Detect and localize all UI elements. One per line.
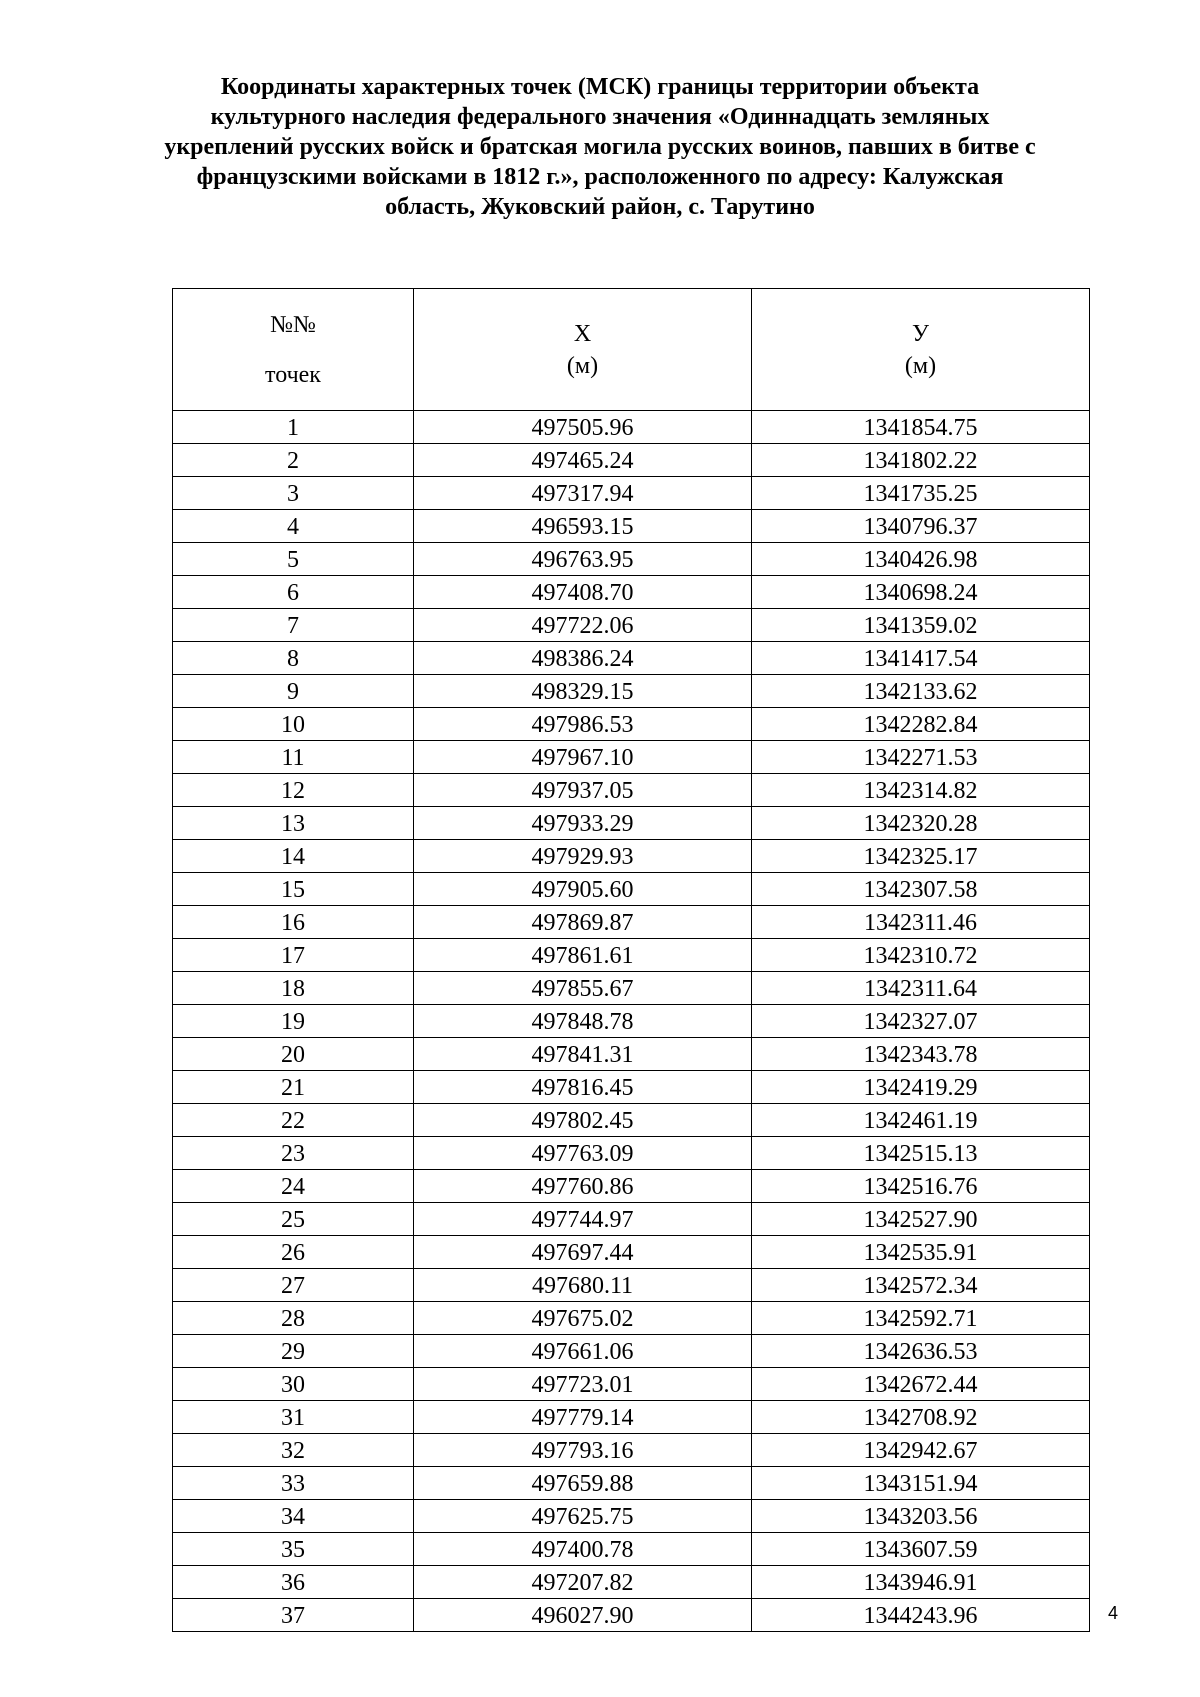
y-coordinate-cell: 1344243.96: [752, 1599, 1090, 1632]
y-coordinate-cell: 1341359.02: [752, 609, 1090, 642]
title-line: французскими войсками в 1812 г.», расположенного по адресу: Калужская: [196, 164, 1004, 190]
point-number-cell: 20: [173, 1038, 414, 1071]
point-number-cell: 23: [173, 1137, 414, 1170]
table-row: [173, 642, 1090, 675]
x-coordinate-cell: 496027.90: [414, 1599, 752, 1632]
table-row: [173, 1203, 1090, 1236]
x-coordinate-cell: 497967.10: [414, 741, 752, 774]
x-coordinate-cell: 497680.11: [414, 1269, 752, 1302]
x-coordinate-cell: 497763.09: [414, 1137, 752, 1170]
x-coordinate-cell: 497625.75: [414, 1500, 752, 1533]
title-line: культурного наследия федерального значения «Одиннадцать земляных: [210, 104, 990, 130]
table-row: [173, 609, 1090, 642]
x-coordinate-cell: 497408.70: [414, 576, 752, 609]
point-number-cell: 31: [173, 1401, 414, 1434]
table-row: [173, 807, 1090, 840]
point-number-cell: 2: [173, 444, 414, 477]
point-number-cell: 3: [173, 477, 414, 510]
y-coordinate-cell: 1343203.56: [752, 1500, 1090, 1533]
y-coordinate-cell: 1342516.76: [752, 1170, 1090, 1203]
x-coordinate-cell: 497779.14: [414, 1401, 752, 1434]
x-coordinate-cell: 497802.45: [414, 1104, 752, 1137]
y-coordinate-cell: 1342325.17: [752, 840, 1090, 873]
point-number-cell: 6: [173, 576, 414, 609]
table-row: [173, 1302, 1090, 1335]
point-number-cell: 27: [173, 1269, 414, 1302]
y-coordinate-cell: 1340426.98: [752, 543, 1090, 576]
y-coordinate-cell: 1342942.67: [752, 1434, 1090, 1467]
x-coordinate-cell: 497793.16: [414, 1434, 752, 1467]
y-coordinate-cell: 1342311.46: [752, 906, 1090, 939]
table-row: [173, 1170, 1090, 1203]
x-coordinate-cell: 497722.06: [414, 609, 752, 642]
table-header-row: [173, 289, 1090, 411]
table-row: [173, 1566, 1090, 1599]
point-number-cell: 35: [173, 1533, 414, 1566]
x-coordinate-header: [414, 289, 752, 411]
point-number-cell: 8: [173, 642, 414, 675]
point-number-header: [173, 289, 414, 411]
y-coordinate-cell: 1340796.37: [752, 510, 1090, 543]
table-row: [173, 675, 1090, 708]
point-number-cell: 19: [173, 1005, 414, 1038]
page-number: 4: [1108, 1603, 1119, 1623]
y-coordinate-cell: 1342592.71: [752, 1302, 1090, 1335]
x-coordinate-cell: 497659.88: [414, 1467, 752, 1500]
y-header-label: У: [912, 320, 929, 347]
point-number-header-label: точек: [265, 361, 321, 388]
table-row: [173, 1071, 1090, 1104]
y-coordinate-cell: 1342343.78: [752, 1038, 1090, 1071]
x-coordinate-cell: 496763.95: [414, 543, 752, 576]
point-number-cell: 15: [173, 873, 414, 906]
table-row: [173, 1269, 1090, 1302]
point-number-cell: 13: [173, 807, 414, 840]
coordinates-table: [172, 288, 1090, 1632]
x-coordinate-cell: 497675.02: [414, 1302, 752, 1335]
table-row: [173, 1137, 1090, 1170]
table-row: [173, 972, 1090, 1005]
table-row: [173, 1401, 1090, 1434]
document-title: [100, 72, 1100, 222]
table-row: [173, 1434, 1090, 1467]
point-number-cell: 17: [173, 939, 414, 972]
y-coordinate-cell: 1342282.84: [752, 708, 1090, 741]
point-number-cell: 5: [173, 543, 414, 576]
table-row: [173, 444, 1090, 477]
y-coordinate-cell: 1342708.92: [752, 1401, 1090, 1434]
table-row: [173, 1038, 1090, 1071]
y-coordinate-cell: 1342311.64: [752, 972, 1090, 1005]
title-line: область, Жуковский район, с. Тарутино: [385, 194, 815, 220]
y-coordinate-cell: 1342572.34: [752, 1269, 1090, 1302]
y-coordinate-cell: 1342133.62: [752, 675, 1090, 708]
y-coordinate-cell: 1342314.82: [752, 774, 1090, 807]
y-coordinate-cell: 1342307.58: [752, 873, 1090, 906]
y-coordinate-cell: 1343607.59: [752, 1533, 1090, 1566]
point-number-cell: 7: [173, 609, 414, 642]
x-coordinate-cell: 497937.05: [414, 774, 752, 807]
table-row: [173, 510, 1090, 543]
x-header-label: X: [573, 320, 592, 347]
y-coordinate-cell: 1342271.53: [752, 741, 1090, 774]
point-number-cell: 24: [173, 1170, 414, 1203]
point-number-cell: 34: [173, 1500, 414, 1533]
x-coordinate-cell: 497933.29: [414, 807, 752, 840]
y-coordinate-cell: 1342636.53: [752, 1335, 1090, 1368]
point-number-cell: 33: [173, 1467, 414, 1500]
x-coordinate-cell: 498386.24: [414, 642, 752, 675]
table-row: [173, 1533, 1090, 1566]
x-coordinate-cell: 497505.96: [414, 411, 752, 444]
point-number-cell: 14: [173, 840, 414, 873]
x-coordinate-cell: 496593.15: [414, 510, 752, 543]
x-coordinate-cell: 497816.45: [414, 1071, 752, 1104]
x-coordinate-cell: 497723.01: [414, 1368, 752, 1401]
point-number-cell: 22: [173, 1104, 414, 1137]
y-coordinate-cell: 1341735.25: [752, 477, 1090, 510]
table-row: [173, 1104, 1090, 1137]
x-coordinate-cell: 497855.67: [414, 972, 752, 1005]
point-number-cell: 25: [173, 1203, 414, 1236]
y-coordinate-cell: 1342527.90: [752, 1203, 1090, 1236]
y-coordinate-cell: 1341802.22: [752, 444, 1090, 477]
point-number-cell: 32: [173, 1434, 414, 1467]
table-row: [173, 1599, 1090, 1632]
table-row: [173, 840, 1090, 873]
x-coordinate-cell: 497465.24: [414, 444, 752, 477]
point-number-cell: 37: [173, 1599, 414, 1632]
x-coordinate-cell: 497841.31: [414, 1038, 752, 1071]
point-number-cell: 18: [173, 972, 414, 1005]
x-coordinate-cell: 497848.78: [414, 1005, 752, 1038]
y-coordinate-header: [752, 289, 1090, 411]
table-body: [173, 411, 1090, 1632]
table-row: [173, 939, 1090, 972]
x-header-unit: (м): [566, 352, 599, 379]
table-row: [173, 576, 1090, 609]
y-coordinate-cell: 1342461.19: [752, 1104, 1090, 1137]
point-number-cell: 1: [173, 411, 414, 444]
point-number-cell: 36: [173, 1566, 414, 1599]
x-coordinate-cell: 497317.94: [414, 477, 752, 510]
table-row: [173, 873, 1090, 906]
x-coordinate-cell: 497744.97: [414, 1203, 752, 1236]
y-coordinate-cell: 1341417.54: [752, 642, 1090, 675]
y-coordinate-cell: 1343946.91: [752, 1566, 1090, 1599]
x-coordinate-cell: 498329.15: [414, 675, 752, 708]
table-row: [173, 741, 1090, 774]
table-row: [173, 1500, 1090, 1533]
point-number-cell: 26: [173, 1236, 414, 1269]
x-coordinate-cell: 497986.53: [414, 708, 752, 741]
y-coordinate-cell: 1342320.28: [752, 807, 1090, 840]
x-coordinate-cell: 497861.61: [414, 939, 752, 972]
table-row: [173, 477, 1090, 510]
y-coordinate-cell: 1341854.75: [752, 411, 1090, 444]
y-coordinate-cell: 1342535.91: [752, 1236, 1090, 1269]
x-coordinate-cell: 497661.06: [414, 1335, 752, 1368]
x-coordinate-cell: 497400.78: [414, 1533, 752, 1566]
point-number-cell: 4: [173, 510, 414, 543]
y-coordinate-cell: 1342515.13: [752, 1137, 1090, 1170]
table-row: [173, 1467, 1090, 1500]
y-coordinate-cell: 1342310.72: [752, 939, 1090, 972]
table-row: [173, 1335, 1090, 1368]
table-row: [173, 1236, 1090, 1269]
table-row: [173, 708, 1090, 741]
y-header-unit: (м): [904, 352, 937, 379]
x-coordinate-cell: 497760.86: [414, 1170, 752, 1203]
point-number-cell: 16: [173, 906, 414, 939]
table-row: [173, 1005, 1090, 1038]
table-row: [173, 543, 1090, 576]
table-row: [173, 774, 1090, 807]
x-coordinate-cell: 497869.87: [414, 906, 752, 939]
y-coordinate-cell: 1342672.44: [752, 1368, 1090, 1401]
point-number-cell: 9: [173, 675, 414, 708]
x-coordinate-cell: 497207.82: [414, 1566, 752, 1599]
y-coordinate-cell: 1342327.07: [752, 1005, 1090, 1038]
x-coordinate-cell: 497697.44: [414, 1236, 752, 1269]
point-number-cell: 28: [173, 1302, 414, 1335]
y-coordinate-cell: 1340698.24: [752, 576, 1090, 609]
table-row: [173, 411, 1090, 444]
point-number-cell: 12: [173, 774, 414, 807]
point-number-cell: 30: [173, 1368, 414, 1401]
point-number-cell: 10: [173, 708, 414, 741]
point-number-cell: 29: [173, 1335, 414, 1368]
y-coordinate-cell: 1342419.29: [752, 1071, 1090, 1104]
title-line: Координаты характерных точек (МСК) границы территории объекта: [220, 74, 980, 100]
point-number-header-symbol: №№: [270, 311, 316, 338]
y-coordinate-cell: 1343151.94: [752, 1467, 1090, 1500]
table-row: [173, 906, 1090, 939]
point-number-cell: 11: [173, 741, 414, 774]
point-number-cell: 21: [173, 1071, 414, 1104]
x-coordinate-cell: 497929.93: [414, 840, 752, 873]
table-row: [173, 1368, 1090, 1401]
x-coordinate-cell: 497905.60: [414, 873, 752, 906]
title-line: укреплений русских войск и братская могила русских воинов, павших в битве с: [164, 134, 1036, 160]
